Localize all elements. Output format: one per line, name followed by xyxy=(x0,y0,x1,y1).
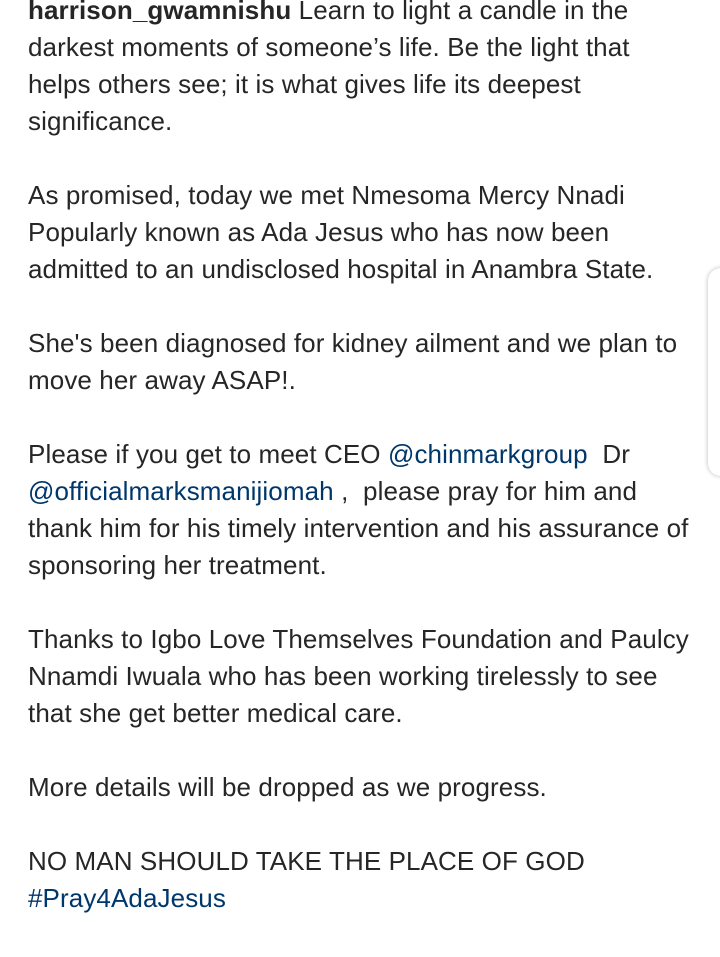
para3-text-after: , please pray for him and thank him for his timely intervention and his assurance of sponsoring her treatment. xyxy=(28,476,696,580)
caption-paragraph-1: As promised, today we met Nmesoma Mercy Nnadi Popularly known as Ada Jesus who has now been admitted to an undisclosed hospital in Anambra State. xyxy=(28,180,654,284)
caption-paragraph-5: More details will be dropped as we progress. xyxy=(28,772,547,802)
scroll-handle[interactable] xyxy=(708,268,720,476)
para3-text-before: Please if you get to meet CEO xyxy=(28,439,388,469)
closing-text: NO MAN SHOULD TAKE THE PLACE OF GOD xyxy=(28,846,585,876)
hashtag-link[interactable]: #Pray4AdaJesus xyxy=(28,883,226,913)
caption-closing xyxy=(28,843,698,917)
caption-paragraph-3 xyxy=(28,436,698,584)
para3-text-mid: Dr xyxy=(587,439,638,469)
mention-officialmarksmanijiomah[interactable]: @officialmarksmanijiomah xyxy=(28,476,334,506)
caption-intro xyxy=(28,0,698,140)
username-link[interactable]: harrison_gwamnishu xyxy=(28,0,292,25)
caption-paragraph-2: She's been diagnosed for kidney ailment and we plan to move her away ASAP!. xyxy=(28,328,678,395)
caption-paragraph-4: Thanks to Igbo Love Themselves Foundation and Paulcy Nnamdi Iwuala who has been working tirelessly to see that she get better medical care. xyxy=(28,624,689,728)
mention-chinmarkgroup[interactable]: @chinmarkgroup xyxy=(387,439,588,469)
intro-text: Learn to light a candle in the darkest moments of someone’s life. Be the light that helps others see; it is what gives life its deepest significance. xyxy=(28,0,630,136)
post-caption xyxy=(28,0,698,917)
